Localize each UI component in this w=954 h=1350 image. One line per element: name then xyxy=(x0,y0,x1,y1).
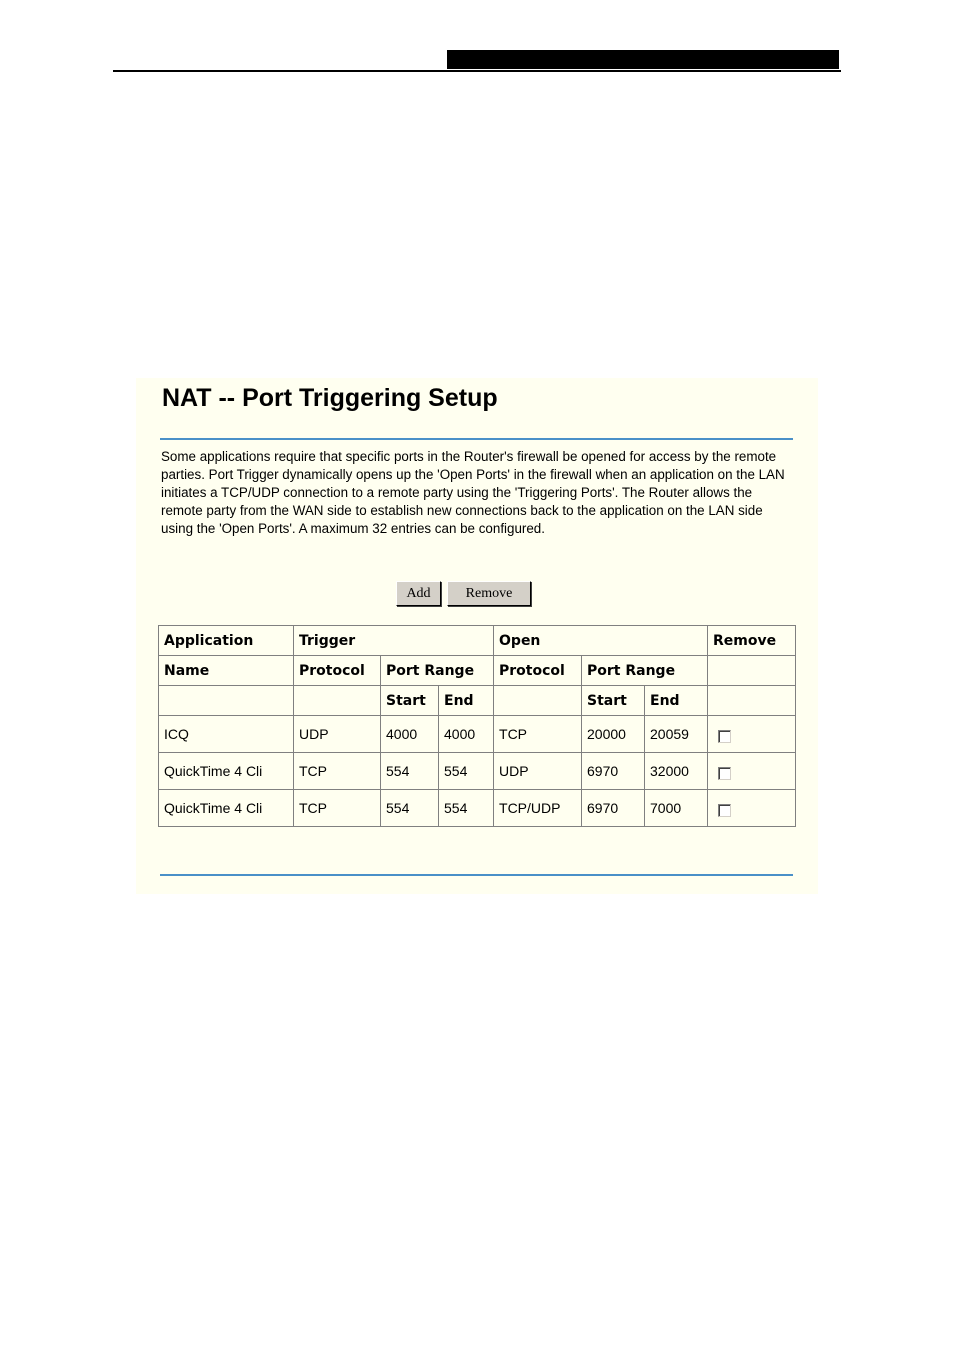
cell-trigger-end: 4000 xyxy=(439,716,494,753)
column-header-open-protocol: Protocol xyxy=(494,656,582,686)
header-empty-cell xyxy=(294,686,381,716)
remove-checkbox[interactable] xyxy=(718,804,731,817)
column-header-open: Open xyxy=(494,626,708,656)
cell-trigger-protocol: TCP xyxy=(294,790,381,827)
column-header-trigger-start: Start xyxy=(381,686,439,716)
header-empty-cell xyxy=(494,686,582,716)
document-header-rule xyxy=(113,70,841,72)
cell-trigger-start: 554 xyxy=(381,753,439,790)
table-row xyxy=(159,716,796,753)
column-header-trigger-protocol: Protocol xyxy=(294,656,381,686)
cell-open-end: 32000 xyxy=(645,753,708,790)
remove-button[interactable]: Remove xyxy=(447,581,531,606)
cell-remove xyxy=(708,716,796,753)
header-empty-cell xyxy=(708,686,796,716)
cell-trigger-end: 554 xyxy=(439,790,494,827)
page-description: Some applications require that specific ports in the Router's firewall be opened for access by the remote parties. Port Trigger dynamically opens up the 'Open Ports' in the firewall when an application on the LAN initiates a TCP/UDP connection to a remote party using the 'Triggering Ports'. The Router allows the remote party from the WAN side to establish new connections back to the application on the LAN side using the 'Open Ports'. A maximum 32 entries can be configured. xyxy=(161,449,785,536)
cell-remove xyxy=(708,753,796,790)
cell-trigger-protocol: UDP xyxy=(294,716,381,753)
bottom-divider xyxy=(160,874,793,876)
cell-trigger-start: 554 xyxy=(381,790,439,827)
cell-trigger-start: 4000 xyxy=(381,716,439,753)
cell-remove xyxy=(708,790,796,827)
add-button[interactable]: Add xyxy=(396,581,441,606)
cell-open-start: 6970 xyxy=(582,790,645,827)
column-header-name: Name xyxy=(159,656,294,686)
cell-name: QuickTime 4 Cli xyxy=(159,753,294,790)
page-title: NAT -- Port Triggering Setup xyxy=(162,384,498,412)
cell-open-start: 20000 xyxy=(582,716,645,753)
table-header-row xyxy=(159,626,796,656)
port-triggering-panel xyxy=(136,378,818,894)
table-header-row xyxy=(159,656,796,686)
column-header-trigger: Trigger xyxy=(294,626,494,656)
column-header-trigger-port-range: Port Range xyxy=(381,656,494,686)
column-header-open-port-range: Port Range xyxy=(582,656,708,686)
table-row xyxy=(159,753,796,790)
header-empty-cell xyxy=(708,656,796,686)
column-header-trigger-end: End xyxy=(439,686,494,716)
cell-open-start: 6970 xyxy=(582,753,645,790)
table-row xyxy=(159,790,796,827)
remove-checkbox[interactable] xyxy=(718,730,731,743)
cell-open-protocol: TCP/UDP xyxy=(494,790,582,827)
column-header-application: Application xyxy=(159,626,294,656)
cell-open-protocol: TCP xyxy=(494,716,582,753)
remove-checkbox[interactable] xyxy=(718,767,731,780)
cell-name: ICQ xyxy=(159,716,294,753)
top-divider xyxy=(160,438,793,440)
cell-open-end: 20059 xyxy=(645,716,708,753)
cell-name: QuickTime 4 Cli xyxy=(159,790,294,827)
cell-open-end: 7000 xyxy=(645,790,708,827)
cell-trigger-protocol: TCP xyxy=(294,753,381,790)
header-empty-cell xyxy=(159,686,294,716)
port-trigger-table xyxy=(158,625,796,827)
cell-trigger-end: 554 xyxy=(439,753,494,790)
cell-open-protocol: UDP xyxy=(494,753,582,790)
column-header-open-start: Start xyxy=(582,686,645,716)
column-header-open-end: End xyxy=(645,686,708,716)
column-header-remove: Remove xyxy=(708,626,796,656)
document-header-bar xyxy=(447,50,839,69)
table-header-row xyxy=(159,686,796,716)
